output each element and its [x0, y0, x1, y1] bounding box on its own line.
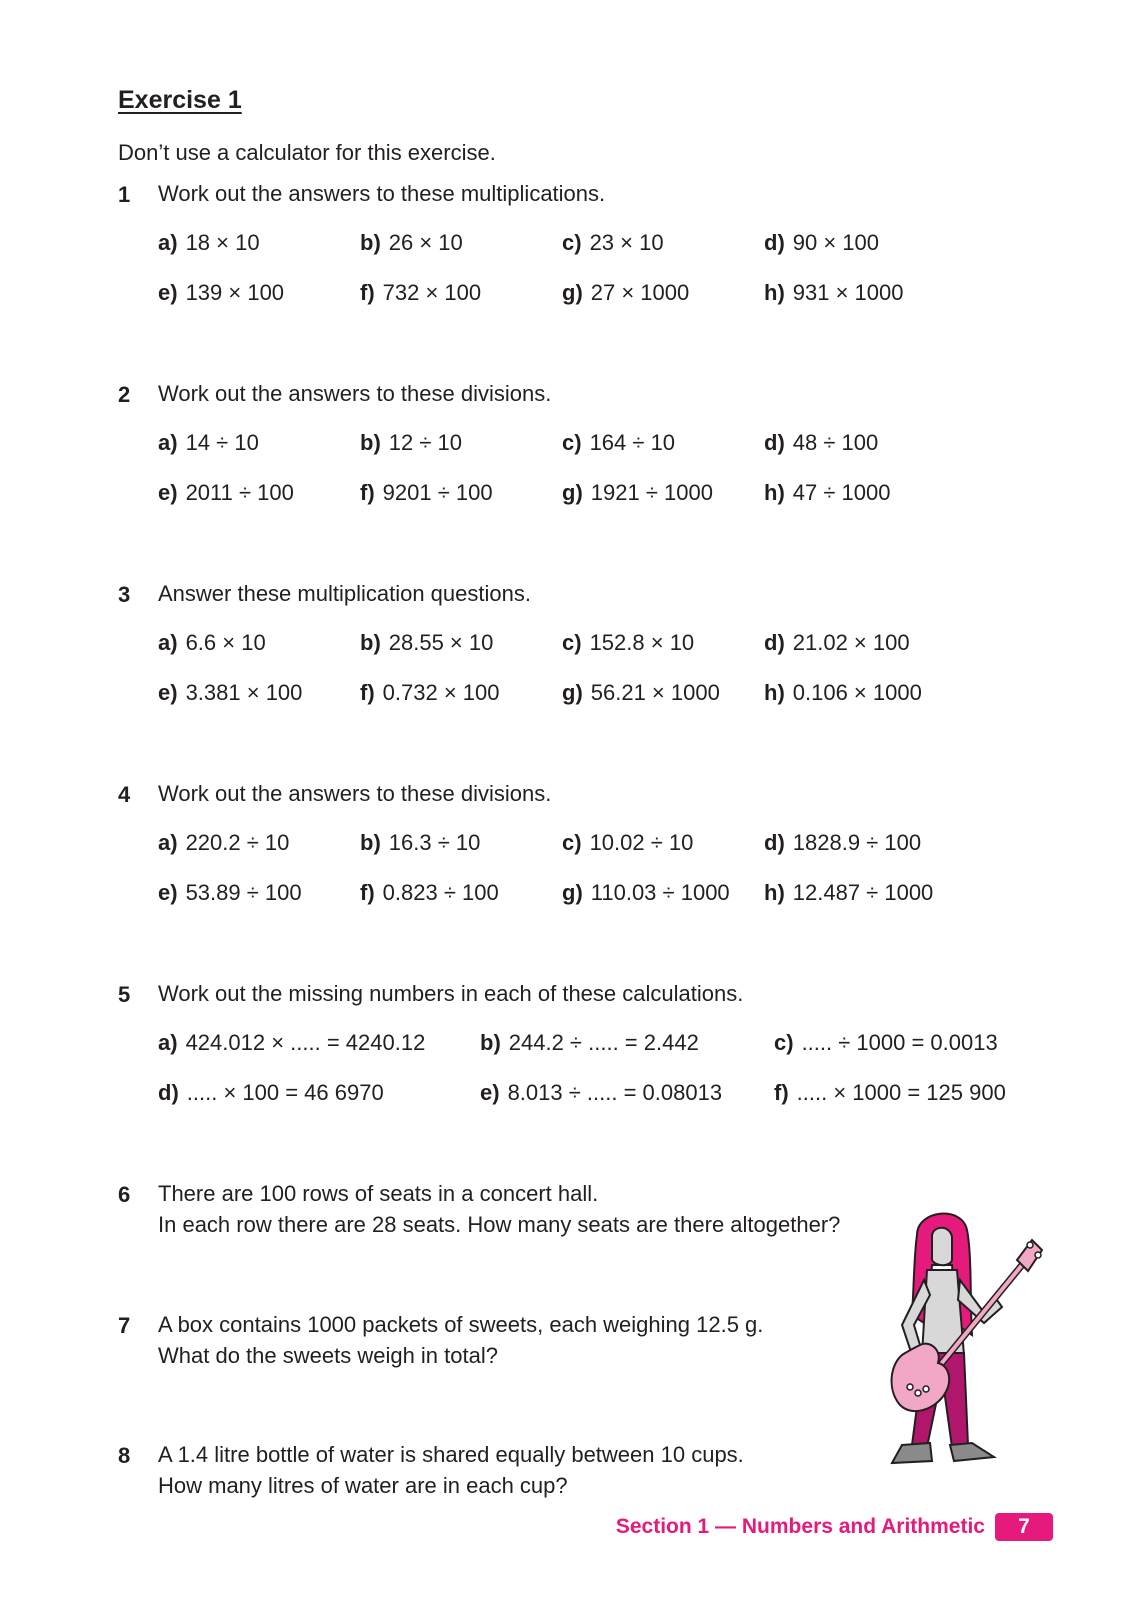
part-label: f): [360, 680, 375, 705]
part-label: c): [562, 430, 582, 455]
rock-guitarist-icon: [872, 1205, 1057, 1480]
question-line: In each row there are 28 seats. How many seats are there altogether?: [158, 1212, 841, 1237]
part-label: e): [158, 280, 178, 305]
part-label: f): [774, 1080, 789, 1105]
question-part: [764, 230, 879, 256]
exercise-instruction: Don’t use a calculator for this exercise.: [118, 140, 496, 165]
part-text: 0.732 × 100: [382, 680, 500, 705]
part-text: 28.55 × 10: [388, 630, 494, 655]
part-label: g): [562, 280, 583, 305]
question-line: Work out the answers to these divisions.: [158, 381, 552, 406]
part-text: 23 × 10: [589, 230, 664, 255]
question-part: [774, 1080, 1006, 1106]
part-text: 56.21 × 1000: [590, 680, 720, 705]
part-label: e): [158, 880, 178, 905]
question-part: [480, 1080, 722, 1106]
part-text: 27 × 1000: [590, 280, 690, 305]
question-part: [158, 280, 284, 306]
question-line: How many litres of water are in each cup?: [158, 1473, 568, 1498]
question-part: [360, 480, 493, 506]
question-part: [562, 480, 713, 506]
part-label: c): [774, 1030, 794, 1055]
question-part: [360, 830, 480, 856]
part-text: 3.381 × 100: [185, 680, 303, 705]
question-part: [774, 1030, 998, 1056]
question-part: [562, 630, 694, 656]
part-text: 12 ÷ 10: [388, 430, 463, 455]
part-text: 12.487 ÷ 1000: [792, 880, 934, 905]
question-number: 3: [118, 582, 131, 607]
part-label: d): [764, 830, 785, 855]
part-text: 6.6 × 10: [185, 630, 266, 655]
part-label: g): [562, 880, 583, 905]
part-text: 1828.9 ÷ 100: [792, 830, 922, 855]
question-part: [360, 230, 463, 256]
page-footer: [616, 1513, 1053, 1541]
part-label: b): [360, 830, 381, 855]
part-label: f): [360, 280, 375, 305]
question-number: 6: [118, 1182, 131, 1207]
question-part: [158, 430, 259, 456]
question-text: [158, 378, 551, 409]
question-text: [158, 1178, 840, 1240]
question-line: Work out the missing numbers in each of these calculations.: [158, 981, 744, 1006]
part-label: b): [480, 1030, 501, 1055]
part-text: 152.8 × 10: [589, 630, 695, 655]
question-line: Answer these multiplication questions.: [158, 581, 531, 606]
part-text: 53.89 ÷ 100: [185, 880, 302, 905]
question-part: [158, 630, 266, 656]
part-text: 26 × 10: [388, 230, 463, 255]
question-part: [764, 680, 922, 706]
question-part: [158, 680, 302, 706]
part-text: 18 × 10: [185, 230, 260, 255]
part-label: d): [764, 630, 785, 655]
question-part: [360, 680, 500, 706]
part-label: c): [562, 230, 582, 255]
part-label: a): [158, 1030, 178, 1055]
part-label: b): [360, 630, 381, 655]
part-text: ..... × 100 = 46 6970: [186, 1080, 384, 1105]
question-part: [764, 830, 921, 856]
question-part: [360, 880, 499, 906]
part-text: 21.02 × 100: [792, 630, 910, 655]
part-text: 220.2 ÷ 10: [185, 830, 290, 855]
question-line: A 1.4 litre bottle of water is shared equally between 10 cups.: [158, 1442, 744, 1467]
part-label: d): [158, 1080, 179, 1105]
question-part: [360, 430, 462, 456]
question-number: 2: [118, 382, 131, 407]
part-label: a): [158, 830, 178, 855]
question-number: 4: [118, 782, 131, 807]
question-part: [158, 830, 289, 856]
question-part: [562, 230, 664, 256]
question-line: What do the sweets weigh in total?: [158, 1343, 498, 1368]
part-text: 10.02 ÷ 10: [589, 830, 694, 855]
question-text: [158, 978, 743, 1009]
part-label: a): [158, 630, 178, 655]
part-label: d): [764, 230, 785, 255]
question-part: [764, 480, 890, 506]
part-label: h): [764, 680, 785, 705]
part-label: e): [480, 1080, 500, 1105]
question-part: [360, 280, 481, 306]
part-text: 8.013 ÷ ..... = 0.08013: [507, 1080, 723, 1105]
part-text: 110.03 ÷ 1000: [590, 880, 730, 905]
part-label: g): [562, 480, 583, 505]
part-text: 2011 ÷ 100: [185, 480, 294, 505]
exercise-title: Exercise 1: [118, 86, 242, 114]
part-label: a): [158, 430, 178, 455]
part-label: b): [360, 430, 381, 455]
question-part: [158, 1080, 384, 1106]
part-text: 244.2 ÷ ..... = 2.442: [508, 1030, 699, 1055]
page-number: 7: [995, 1513, 1053, 1541]
question-part: [562, 280, 689, 306]
part-text: 16.3 ÷ 10: [388, 830, 481, 855]
question-part: [158, 880, 302, 906]
section-title: Section 1 — Numbers and Arithmetic: [615, 1515, 985, 1538]
part-label: f): [360, 880, 375, 905]
question-part: [360, 630, 493, 656]
question-part: [562, 880, 730, 906]
question-part: [764, 880, 933, 906]
part-label: h): [764, 880, 785, 905]
part-label: d): [764, 430, 785, 455]
question-number: 8: [118, 1443, 131, 1468]
question-part: [158, 1030, 425, 1056]
part-text: 424.012 × ..... = 4240.12: [185, 1030, 426, 1055]
part-text: 732 × 100: [382, 280, 482, 305]
question-part: [562, 430, 675, 456]
question-part: [562, 830, 693, 856]
part-label: h): [764, 280, 785, 305]
part-label: e): [158, 480, 178, 505]
part-label: c): [562, 630, 582, 655]
question-line: There are 100 rows of seats in a concert hall.: [158, 1181, 599, 1206]
part-label: b): [360, 230, 381, 255]
part-label: a): [158, 230, 178, 255]
question-number: 7: [118, 1313, 131, 1338]
question-part: [158, 230, 260, 256]
part-text: 9201 ÷ 100: [382, 480, 493, 505]
question-text: [158, 1439, 744, 1501]
question-line: Work out the answers to these divisions.: [158, 781, 552, 806]
part-text: 1921 ÷ 1000: [590, 480, 713, 505]
part-text: 48 ÷ 100: [792, 430, 879, 455]
part-text: 0.106 × 1000: [792, 680, 922, 705]
question-part: [562, 680, 720, 706]
part-text: 0.823 ÷ 100: [382, 880, 499, 905]
part-text: 164 ÷ 10: [589, 430, 676, 455]
question-line: A box contains 1000 packets of sweets, each weighing 12.5 g.: [158, 1312, 764, 1337]
question-part: [158, 480, 294, 506]
part-label: f): [360, 480, 375, 505]
part-text: ..... ÷ 1000 = 0.0013: [801, 1030, 998, 1055]
part-text: 47 ÷ 1000: [792, 480, 891, 505]
part-text: 931 × 1000: [792, 280, 904, 305]
question-text: [158, 1309, 763, 1371]
question-line: Work out the answers to these multiplications.: [158, 181, 606, 206]
question-part: [764, 630, 910, 656]
question-part: [764, 430, 878, 456]
question-text: [158, 778, 551, 809]
part-label: g): [562, 680, 583, 705]
question-part: [764, 280, 904, 306]
part-label: c): [562, 830, 582, 855]
question-part: [480, 1030, 699, 1056]
part-text: 139 × 100: [185, 280, 285, 305]
part-text: 90 × 100: [792, 230, 880, 255]
question-text: [158, 178, 605, 209]
part-label: h): [764, 480, 785, 505]
part-text: 14 ÷ 10: [185, 430, 259, 455]
part-label: e): [158, 680, 178, 705]
question-number: 1: [118, 182, 131, 207]
question-number: 5: [118, 982, 131, 1007]
part-text: ..... × 1000 = 125 900: [796, 1080, 1006, 1105]
question-text: [158, 578, 531, 609]
